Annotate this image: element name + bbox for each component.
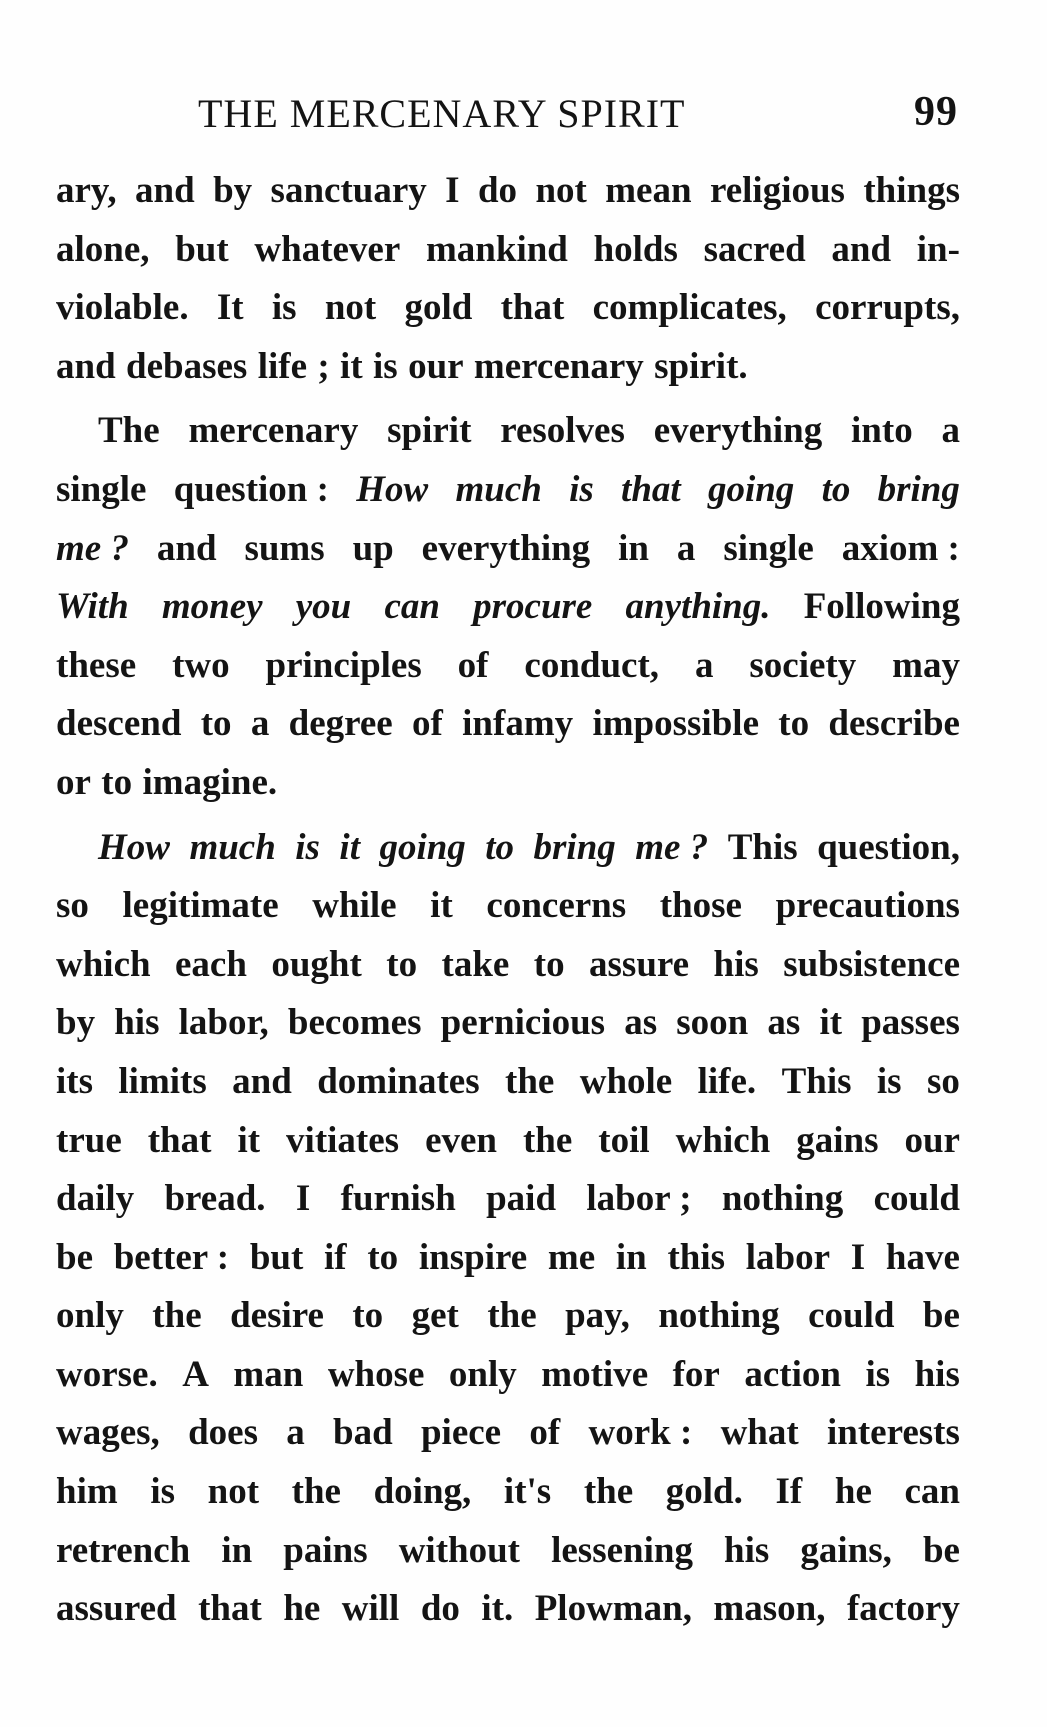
word: get	[411, 1295, 459, 1337]
word: by	[56, 1002, 96, 1044]
word: do	[477, 170, 518, 211]
word: life.	[697, 1060, 757, 1102]
word: lessening	[551, 1529, 693, 1571]
text-line	[56, 877, 960, 936]
word: inspire	[418, 1236, 528, 1278]
text-line	[56, 1287, 960, 1346]
word: I	[850, 1236, 866, 1278]
word: legitimate	[122, 885, 279, 927]
word: of	[412, 703, 443, 745]
word: concerns	[486, 885, 627, 927]
word: a	[250, 703, 270, 745]
word: that	[147, 1119, 212, 1161]
word: this	[667, 1236, 726, 1278]
word: in-	[916, 228, 960, 270]
word: his	[914, 1353, 960, 1395]
word: whose	[327, 1353, 425, 1395]
text-line	[56, 520, 960, 579]
word: vitiates	[286, 1119, 400, 1161]
word: degree	[288, 703, 393, 745]
word: furnish	[340, 1178, 456, 1220]
word: it	[819, 1002, 843, 1044]
word: which	[56, 943, 151, 985]
word: dominates	[317, 1060, 480, 1102]
word: but	[175, 228, 229, 270]
word: not	[324, 287, 377, 329]
word: This	[781, 1060, 852, 1102]
word: alone,	[56, 228, 150, 270]
word: to	[367, 1236, 399, 1278]
word: me	[547, 1236, 596, 1278]
word: may	[892, 644, 960, 686]
word: that	[500, 287, 565, 329]
word: what	[720, 1412, 799, 1454]
word: factory	[846, 1588, 960, 1630]
word: a	[941, 410, 960, 452]
word: describe	[828, 703, 960, 745]
word: action	[744, 1353, 841, 1395]
word: the	[522, 1119, 573, 1161]
text-line	[56, 936, 960, 995]
word: be	[922, 1295, 960, 1337]
word: single	[723, 527, 814, 569]
word: impossible	[592, 703, 759, 745]
word: to	[778, 703, 810, 745]
word: of	[457, 644, 489, 686]
word: only	[448, 1353, 517, 1395]
word: I	[295, 1178, 311, 1220]
word: but	[249, 1236, 304, 1278]
word: he	[834, 1471, 872, 1513]
word: that	[198, 1588, 262, 1630]
word: is	[150, 1471, 175, 1513]
text-line	[56, 1580, 960, 1639]
word: is	[271, 287, 297, 329]
text-line	[56, 1346, 960, 1405]
word: two	[172, 644, 230, 686]
text-line	[56, 695, 960, 754]
word: life	[257, 345, 307, 387]
text-line	[56, 1229, 960, 1288]
word: will	[341, 1588, 400, 1630]
word: whatever	[254, 228, 401, 270]
text-line	[56, 162, 960, 221]
word: these	[56, 644, 137, 686]
word: sanctuary	[270, 170, 427, 211]
word: and	[135, 170, 195, 211]
word: complicates,	[592, 287, 787, 329]
word: religious	[709, 170, 845, 211]
word: toil	[598, 1119, 650, 1161]
word: the	[487, 1295, 537, 1337]
word: or	[56, 761, 91, 803]
word: bread.	[164, 1178, 266, 1220]
word: each	[175, 943, 247, 985]
word: so	[56, 885, 89, 927]
word: a	[676, 527, 696, 569]
word: spirit	[387, 410, 472, 452]
word: for	[672, 1353, 720, 1395]
word: can	[384, 586, 440, 628]
word: work :	[588, 1412, 693, 1454]
word: man	[233, 1353, 304, 1395]
chapter-title: THE MERCENARY SPIRIT	[198, 91, 686, 136]
word: anything.	[625, 586, 771, 628]
word: even	[425, 1119, 497, 1161]
word: to	[533, 943, 565, 985]
word: his	[713, 943, 759, 985]
body-text	[56, 162, 960, 1639]
word: debases	[126, 345, 248, 387]
word: wages,	[56, 1412, 160, 1454]
word: desire	[230, 1295, 324, 1337]
word: could	[873, 1178, 960, 1220]
word: With	[56, 586, 129, 628]
word: corrupts,	[815, 287, 960, 329]
word: How	[98, 826, 170, 868]
word: holds	[593, 228, 678, 270]
word: it.	[481, 1588, 514, 1630]
word: to	[352, 1295, 384, 1337]
word: in	[221, 1529, 253, 1571]
word: precautions	[775, 885, 960, 927]
word: that	[621, 468, 681, 510]
word: infamy	[462, 703, 574, 745]
word: and	[831, 228, 892, 270]
word: and	[56, 345, 116, 387]
word: by	[213, 170, 253, 211]
word: limits	[118, 1060, 207, 1102]
word: better :	[113, 1236, 230, 1278]
word: the	[583, 1471, 634, 1513]
word: spirit.	[654, 345, 748, 387]
text-line	[56, 994, 960, 1053]
word: a	[694, 644, 714, 686]
text-line	[56, 1522, 960, 1581]
word: mercenary	[188, 410, 359, 452]
word: becomes	[287, 1002, 422, 1044]
word: resolves	[500, 410, 625, 452]
word: be	[922, 1529, 960, 1571]
text-line	[56, 1053, 960, 1112]
word: labor,	[178, 1002, 269, 1044]
word: paid	[486, 1178, 557, 1220]
word: mason,	[713, 1588, 826, 1630]
word: daily	[56, 1178, 135, 1220]
text-line	[56, 754, 960, 813]
word: Plowman,	[534, 1588, 692, 1630]
word: to	[821, 468, 851, 510]
word: axiom :	[841, 527, 960, 569]
word: it's	[503, 1471, 552, 1513]
word: mankind	[425, 228, 568, 270]
word: much	[189, 826, 276, 868]
text-line	[56, 578, 960, 637]
word: to	[101, 761, 133, 803]
word: could	[808, 1295, 895, 1337]
word: sacred	[703, 228, 806, 270]
word: into	[851, 410, 913, 452]
text-line	[56, 637, 960, 696]
word: It	[216, 287, 244, 329]
word: procure	[473, 586, 593, 628]
word: gold	[404, 287, 473, 329]
word: bad	[333, 1412, 393, 1454]
word: is	[295, 826, 320, 868]
word: motive	[541, 1353, 649, 1395]
word: passes	[861, 1002, 960, 1044]
text-line	[56, 1170, 960, 1229]
word: in	[615, 1236, 647, 1278]
word: assured	[56, 1588, 177, 1630]
word: as	[767, 1002, 801, 1044]
word: be	[56, 1236, 93, 1278]
word: those	[659, 885, 742, 927]
word: everything	[653, 410, 823, 452]
word: does	[188, 1412, 258, 1454]
word: bring	[877, 468, 960, 510]
word: If	[775, 1471, 803, 1513]
word: not	[207, 1471, 260, 1513]
word: pay,	[565, 1295, 630, 1337]
word: not	[535, 170, 587, 211]
word: a	[286, 1412, 305, 1454]
word: mercenary	[473, 345, 644, 387]
text-line	[56, 1112, 960, 1171]
word: imagine.	[142, 761, 278, 803]
text-line	[56, 338, 960, 397]
word: retrench	[56, 1529, 191, 1571]
word: going	[707, 468, 795, 510]
text-line	[56, 221, 960, 280]
word: bring	[533, 826, 616, 868]
word: the	[152, 1295, 202, 1337]
word: me ?	[56, 527, 129, 569]
word: How	[356, 468, 429, 510]
word: is	[865, 1353, 891, 1395]
word: much	[455, 468, 542, 510]
word: mean	[605, 170, 692, 211]
word: can	[904, 1471, 960, 1513]
word: question,	[817, 826, 960, 868]
word: money	[161, 586, 263, 628]
word: everything	[421, 527, 591, 569]
word: ary,	[56, 170, 117, 211]
word: ought	[271, 943, 362, 985]
word: as	[624, 1002, 658, 1044]
word: descend	[56, 703, 182, 745]
page-number: 99	[914, 89, 958, 135]
word: society	[749, 644, 857, 686]
word: it	[430, 885, 453, 927]
word: me ?	[635, 826, 709, 868]
text-line	[56, 402, 960, 461]
word: ;	[317, 345, 330, 387]
word: is	[373, 345, 398, 387]
text-line	[56, 1463, 960, 1522]
word: gains	[796, 1119, 879, 1161]
word: his	[114, 1002, 160, 1044]
word: principles	[265, 644, 422, 686]
word: its	[56, 1060, 93, 1102]
word: the	[505, 1060, 555, 1102]
word: while	[312, 885, 397, 927]
word: whole	[579, 1060, 673, 1102]
word: doing,	[373, 1471, 472, 1513]
word: him	[56, 1471, 118, 1513]
word: in	[618, 527, 649, 569]
word: assure	[589, 943, 690, 985]
word: his	[724, 1529, 770, 1571]
word: interests	[826, 1412, 960, 1454]
word: and	[232, 1060, 292, 1102]
word: nothing	[721, 1178, 844, 1220]
word: piece	[420, 1412, 502, 1454]
word: The	[98, 410, 160, 452]
word: and	[156, 527, 217, 569]
word: true	[56, 1119, 122, 1161]
word: to	[485, 826, 515, 868]
word: take	[441, 943, 510, 985]
word: labor ;	[586, 1178, 692, 1220]
word: nothing	[658, 1295, 780, 1337]
word: conduct,	[524, 644, 660, 686]
word: soon	[676, 1002, 749, 1044]
word: subsistence	[783, 943, 960, 985]
running-head	[198, 82, 958, 142]
word: is	[876, 1060, 902, 1102]
word: the	[291, 1471, 341, 1513]
text-line	[56, 1404, 960, 1463]
word: A	[182, 1353, 209, 1395]
text-line	[56, 819, 960, 878]
word: gold.	[665, 1471, 743, 1513]
word: to	[200, 703, 232, 745]
word: single	[56, 468, 147, 510]
word: pernicious	[440, 1002, 606, 1044]
word: worse.	[56, 1353, 158, 1395]
text-line	[56, 279, 960, 338]
word: he	[283, 1588, 321, 1630]
text-line	[56, 461, 960, 520]
word: only	[56, 1295, 124, 1337]
word: violable.	[56, 287, 189, 329]
word: is	[569, 468, 594, 510]
word: labor	[745, 1236, 831, 1278]
word: question :	[173, 468, 329, 510]
word: of	[529, 1412, 561, 1454]
word: it	[339, 826, 360, 868]
word: Following	[803, 586, 960, 628]
word: going	[379, 826, 466, 868]
word: things	[863, 170, 960, 211]
word: sums	[244, 527, 325, 569]
word: our	[904, 1119, 960, 1161]
word: it	[340, 345, 363, 387]
word: up	[352, 527, 394, 569]
word: do	[420, 1588, 460, 1630]
word: gains,	[800, 1529, 892, 1571]
word: I	[445, 170, 460, 211]
word: you	[295, 586, 352, 628]
word: have	[885, 1236, 960, 1278]
word: pains	[283, 1529, 368, 1571]
word: This	[727, 826, 798, 868]
word: to	[386, 943, 418, 985]
word: if	[324, 1236, 347, 1278]
word: which	[675, 1119, 771, 1161]
word: so	[926, 1060, 960, 1102]
word: without	[398, 1529, 521, 1571]
word: it	[237, 1119, 261, 1161]
word: our	[408, 345, 464, 387]
